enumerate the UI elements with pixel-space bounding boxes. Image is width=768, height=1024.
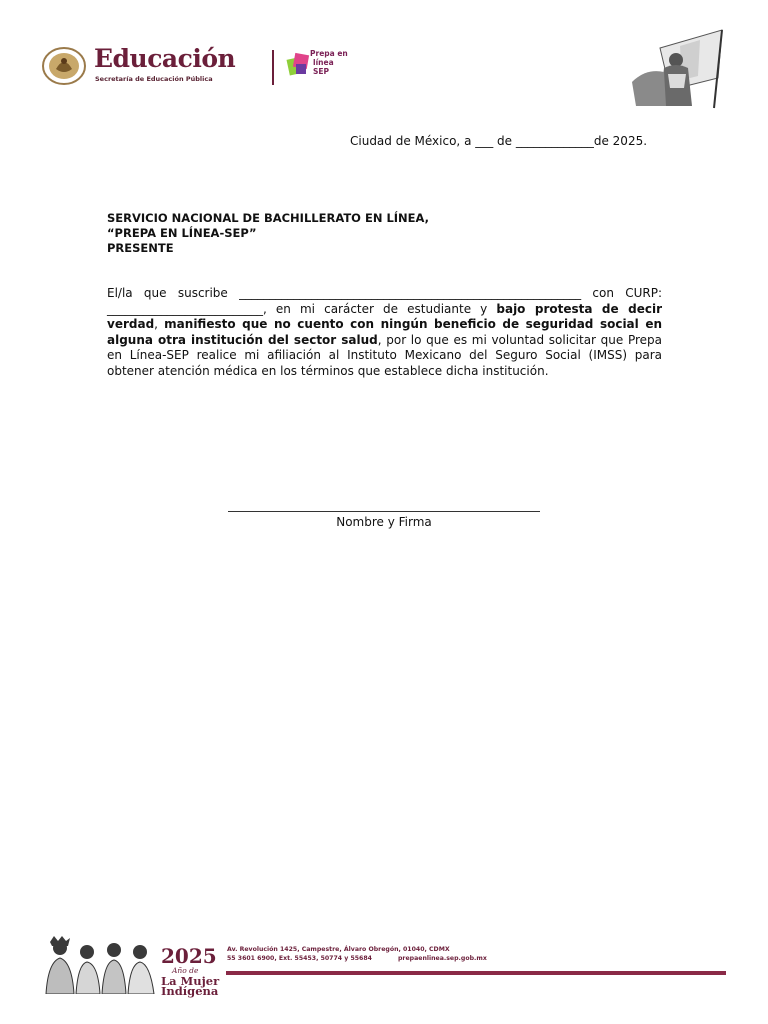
footer-year: 2025 — [161, 944, 217, 968]
sep-educacion-logo — [42, 44, 272, 88]
prepa-en-linea-logo — [286, 48, 346, 82]
addressee-line: SERVICIO NACIONAL DE BACHILLERATO EN LÍNEA, — [107, 211, 430, 225]
national-seal-icon — [42, 47, 86, 85]
declaration-paragraph — [107, 286, 662, 379]
signature-label: Nombre y Firma — [336, 515, 432, 529]
footer-accent-bar — [226, 971, 726, 975]
footer-year-caption: Año de — [172, 966, 199, 975]
footer-address: Av. Revolución 1425, Campestre, Álvaro Obregón, 01040, CDMX — [227, 946, 450, 953]
prepa-logo-line-2: línea — [313, 58, 334, 67]
brand-name: Educación — [94, 44, 236, 73]
prepa-logo-mark-icon — [286, 52, 312, 78]
prepa-logo-line-3: SEP — [313, 67, 330, 76]
declaration-emphasis: manifiesto que no cuento con ningún beneficio de seguridad social en alguna otra institución del sector salud — [107, 317, 662, 347]
place-and-date: Ciudad de México, a ___ de _____________de 2025. — [350, 134, 648, 148]
declaration-text: , por lo que es mi voluntad solicitar que Prepa en Línea-SEP realice mi afiliación al Instituto Mexicano del Seguro Social (IMSS) para obtener atención médica en los términos que establece dicha institución. — [107, 332, 662, 378]
footer-title-line-1: La Mujer — [161, 974, 220, 988]
footer-title-line-2: Indígena — [161, 984, 219, 998]
historic-woman-flag-illustration — [630, 28, 726, 110]
header-divider — [272, 50, 274, 85]
declaration-emphasis: bajo protesta de decir verdad — [107, 301, 662, 331]
footer-phone: 55 3601 6900, Ext. 55453, 50774 y 55684 — [227, 955, 372, 962]
prepa-logo-line-1: Prepa en — [310, 49, 348, 58]
addressee-line: “PREPA EN LÍNEA-SEP” — [107, 226, 257, 240]
footer-website-link[interactable]: prepaenlinea.sep.gob.mx — [398, 955, 487, 962]
brand-subtitle: Secretaría de Educación Pública — [95, 75, 213, 83]
addressee-line: PRESENTE — [107, 241, 174, 255]
declaration-text: El/la que suscribe _________________________________________________________ con CURP: __________________________, en mi carácter de estudiante y — [107, 286, 662, 316]
indigenous-women-illustration — [40, 936, 158, 994]
declaration-text: , — [154, 317, 165, 331]
signature-line — [228, 511, 540, 512]
